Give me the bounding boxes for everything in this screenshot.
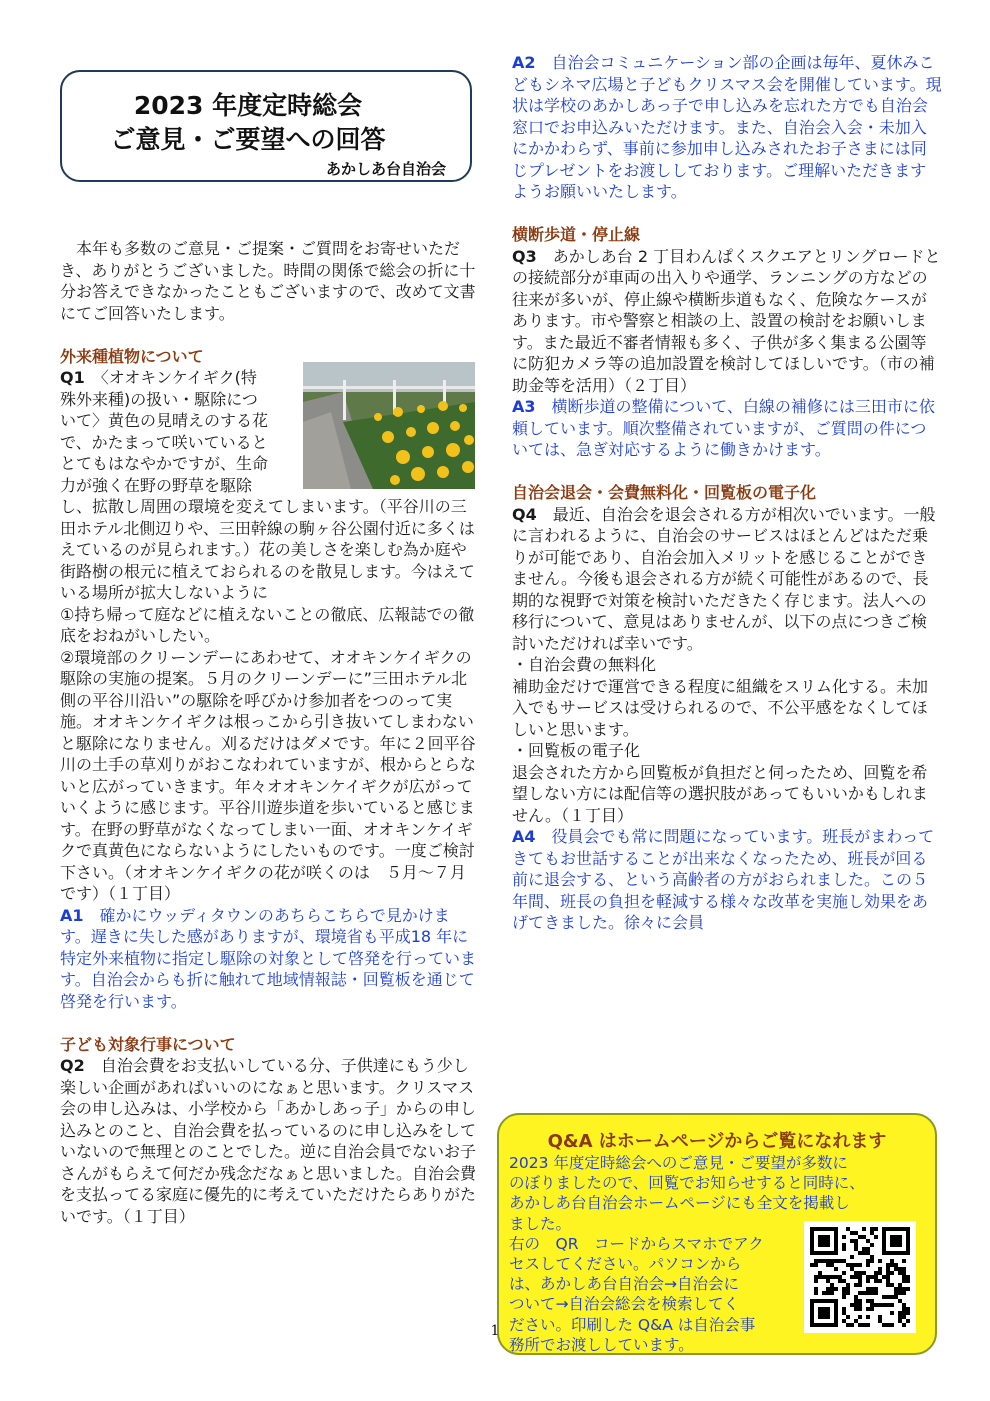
a3-label: A3 [512,397,536,416]
callout-line: ついて→自治会総会を検索してく [509,1295,739,1314]
a3-text: 横断歩道の整備について、白線の補修には三田市に依頼しています。順次整備されていますが、ご質問の件については、急ぎ対応するように働きかけます。 [512,397,935,459]
section-heading-crosswalk: 横断歩道・停止線 [512,225,641,244]
right-column [512,52,942,934]
a1-paragraph [60,905,478,1013]
callout-line: は、あかしあ台自治会→自治会に [509,1275,739,1294]
q1-line: で、かたまって咲いていると [60,432,268,452]
callout-line: あかしあ台自治会ホームページにも全文を掲載し [509,1194,850,1213]
q4-text: 最近、自治会を退会される方が相次いでいます。一般に言われるように、自治会のサービスはほとんどはただ乗りが可能であり、自治会加入メリットを感じることができません。今後も退会される方が続く可能性があるので、長期的な視野で対策を検討いただきたく存じます。法人への移行について、意見はありませんが、以下の点につきご検討いただければ幸いです。 [512,504,936,653]
intro-paragraph: 本年も多数のご意見・ご提案・ご質問をお寄せいただき、ありがとうございました。時間の関係で総会の折に十分お答えできなかったこともございますので、改めて文書にてご回答いたします。 [60,239,476,323]
q1-label: Q1 [60,368,85,387]
q3-text: あかしあ台 2 丁目わんぱくスクエアとリングロードとの接続部分が車両の出入りや通学、ランニングの方などの往来が多いが、停止線や横断歩道もなく、危険なケースがあります。市や警察と相談の上、設置の検討をお願いします。また最近不審者情報も多く、子供が多く集まる公園等に防犯カメラ等の追加設置を検討してほしいです。（市の補助金等を活用）（２丁目） [512,246,941,395]
callout-line: 2023 年度定時総会へのご意見・ご要望が多数に [509,1154,848,1172]
organization-name: あかしあ台自治会 [325,160,446,178]
q1-line: とてもはなやかですが、生命 [60,454,269,473]
callout-line: 務所でお渡ししています。 [509,1335,694,1354]
q1-line: いて〉黄色の見晴えのする花 [60,411,269,430]
q4-bullet-1: ・自治会費の無料化 [512,655,657,674]
q3-label: Q3 [512,246,537,266]
q2-label: Q2 [60,1056,85,1075]
a3-paragraph [512,396,942,461]
a4-paragraph [512,826,942,934]
q3-paragraph [512,246,942,397]
a4-text: 役員会でも常に問題になっています。班長がまわってきてもお世話することが出来なくなったため、班長が回る前に退会する、という高齢者の方がおられました。この５年間、班長の負担を軽減する様々な改革を実施し効果をあげてきました。徐々に会員 [512,827,935,932]
a2-paragraph [512,52,942,203]
q4-bullet-1-text: 補助金だけで運営できる程度に組織をスリム化する。未加入でもサービスは受けられるので、不公平感をなくしてほしいと思います。 [512,676,929,739]
callout-line: 右の QR コードからスマホでアク [509,1234,764,1253]
homepage-callout [497,1113,937,1355]
q1-item-1: ①持ち帰って庭などに植えないことの徹底、広報誌での徹底をおねがいしたい。 [60,604,475,645]
q2-text: 自治会費をお支払いしている分、子供達にもう少し楽しい企画があればいいのになぁと思います。クリスマス会の申し込みは、小学校から「あかしあっ子」からの申し込みとのこと、自治会費を払っているのに申し込みをしていないので無理とのことでした。逆に自治会員でないお子さんがもらえて何だか残念だなぁと思いました。自治会費を支払ってる家庭に優先的に考えていただけたらありがたいです。（１丁目） [60,1056,477,1226]
a1-text: 確かにウッディタウンのあちらこちらで見かけます。遅きに失した感がありますが、環境省も平成18 年に特定外来植物に指定し駆除の対象として啓発を行っています。自治会からも折に触れて地域情報誌・回覧板を通じて啓発を行います。 [60,905,477,1011]
section-heading-children-events: 子ども対象行事について [60,1034,236,1054]
callout-line: ました。 [509,1214,572,1233]
a2-label: A2 [512,53,536,72]
title-box [60,70,472,182]
section-heading-membership: 自治会退会・会費無料化・回覧板の電子化 [512,483,817,502]
q4-label: Q4 [512,504,537,524]
callout-title: Q&A はホームページからご覧になれます [547,1131,887,1152]
q4-bullet-2: ・回覧板の電子化 [512,741,641,760]
callout-line: ださい。印刷した Q&A は自治会事 [509,1315,756,1334]
page-number: 1 [490,1323,500,1339]
section-heading-invasive-plants: 外来種植物について [60,346,204,366]
left-column [60,238,478,1227]
callout-line: のぼりましたので、回覧でお知らせすると同時に、 [509,1174,865,1193]
a2-text: 自治会コミュニケーション部の企画は毎年、夏休みこどもシネマ広場と子どもクリスマス会を開催しています。現状は学校のあかしあっ子で申し込みを忘れた方でも自治会窓口でお申込みいただけます。また、自治会入会・未加入にかかわらず、事前に参加申し込みされたお子さまには同じプレゼントをお渡ししております。ご理解いただきますようお願いいたします。 [512,53,942,201]
q1-text: し、拡散し周囲の環境を変えてしまいます。（平谷川の三田ホテル北側辺りや、三田幹線の駒ヶ谷公園付近に多くはえているのが見られます。）花の美しさを楽しむ為か庭や街路樹の根元に植えておられるのを散見します。今はえている場所が拡大しないように [60,497,475,602]
a1-label: A1 [60,905,84,925]
q1-line: 〈オオキンケイギク(特 [100,368,257,387]
q2-paragraph [60,1055,478,1227]
callout-line: セスしてください。パソコンから [509,1255,742,1274]
q1-line: 力が強く在野の野草を駆除 [60,475,253,495]
q4-bullet-2-text: 退会された方から回覧板が負担だと伺ったため、回覧を希望しない方には配信等の選択肢があってもいいかもしれません。（１丁目） [512,762,928,825]
q4-paragraph [512,504,942,655]
page-title: 2023 年度定時総会 [133,91,363,120]
a4-label: A4 [512,827,536,846]
qr-code-icon[interactable] [804,1221,916,1333]
q1-wrapped-text [60,367,478,496]
q1-line: 殊外来種)の扱い・駆除につ [60,389,258,409]
page-subtitle: ご意見・ご要望への回答 [110,125,386,154]
q1-item-2: ②環境部のクリーンデーにあわせて、オオキンケイギクの駆除の実施の提案。５月のクリーンデーに”三田ホテル北側の平谷川沿い”の駆除を呼びかけ参加者をつのって実施。オオキンケイギクは根っこから引き抜いてしまわないと駆除になりません。刈るだけはダメです。年に２回平谷川の土手の草刈りがおこなわれていますが、根からとらないと広がっていきます。年々オオキンケイギクが広がっていくように感じます。平谷川遊歩道を歩いていると感じます。在野の野草がなくなってしまい一面、オオキンケイギクで真黄色にならないようにしたいものです。一度ご検討下さい。（オオキンケイギクの花が咲くのは ５月〜７月です）（１丁目） [60,647,477,903]
